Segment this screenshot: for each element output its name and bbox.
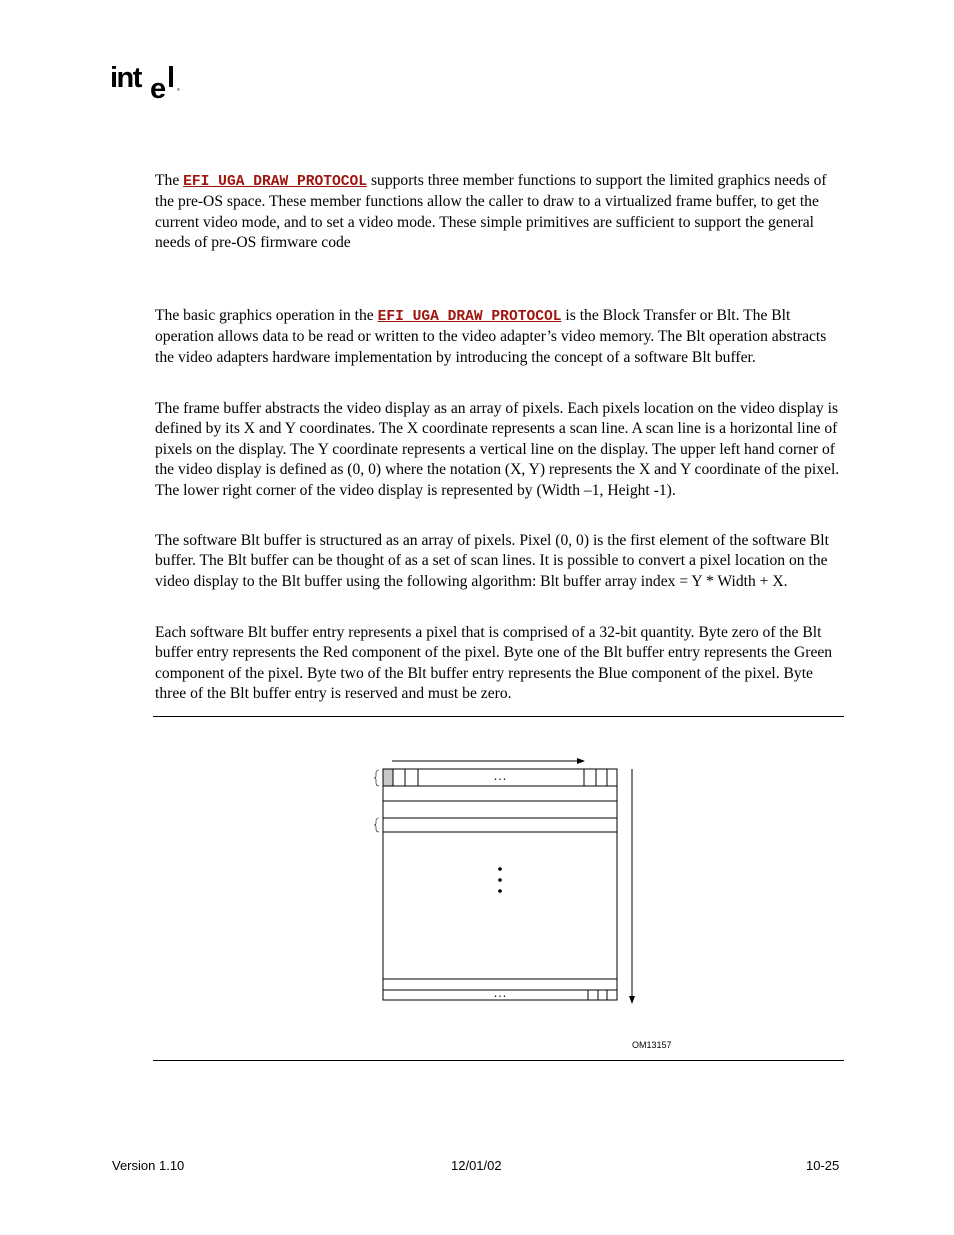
blt-paragraph-4 <box>155 623 845 705</box>
blt-p2-text: The frame buffer abstracts the video display as an array of pixels. Each pixels location on the video display is defined by its X and Y coordinates. The X coordinate represents a scan line. A scan line is a horizontal line of pixels on the display. The Y coordinate represents a vertical line on the display. The upper left hand corner of the video display is defined as (0, 0) where the notation (X, Y) represents the X and Y coordinate of the pixel. The lower right corner of the video display is represented by (Width –1, Height -1). <box>155 400 840 499</box>
blt-buffer-diagram <box>360 750 660 1015</box>
last-row-ellipsis: • • • <box>493 994 507 1000</box>
blt-p3-text: The software Blt buffer is structured as an array of pixels. Pixel (0, 0) is the first element of the software Blt buffer. The Blt buffer can be thought of as a set of scan lines. It is possible to convert a pixel location on the video display to the Blt buffer using the following algorithm: Blt buffer array index = Y * Width + X. <box>155 532 829 590</box>
vertical-ellipsis-dot <box>498 889 502 893</box>
footer-date: 12/01/02 <box>451 1158 502 1173</box>
figure-id: OM13157 <box>632 1040 672 1050</box>
protocol-name-link-2[interactable]: EFI_UGA_DRAW_PROTOCOL <box>377 309 562 325</box>
intel-logo <box>110 60 190 104</box>
scan-line-brace <box>374 818 379 832</box>
protocol-name-link[interactable]: EFI_UGA_DRAW_PROTOCOL <box>183 174 368 190</box>
blt-paragraph-2 <box>155 399 845 501</box>
svg-text:int: int <box>110 62 141 94</box>
vertical-ellipsis-dot <box>498 878 502 882</box>
footer-page-number: 10-25 <box>806 1158 840 1173</box>
intro-text-start: The <box>155 172 184 189</box>
svg-text:®: ® <box>177 87 180 92</box>
blt-p1-start: The basic graphics operation in the <box>155 307 378 324</box>
blt-buffer-outline <box>383 769 617 1000</box>
blt-p1-end: is the Block Transfer or Blt. The Blt operation allows data to be read or written to the video adapter’s video memory. The Blt operation abstracts the video adapters hardware implementation by introducing the concept of a software Blt buffer. <box>155 307 827 366</box>
svg-text:e: e <box>150 73 166 104</box>
svg-text:l: l <box>167 62 176 94</box>
intro-paragraph <box>155 171 845 254</box>
intro-text-end: supports three member functions to support the limited graphics needs of the pre-OS space. These member functions allow the caller to draw to a virtualized frame buffer, to get the current video mode, and to set a video mode. These simple primitives are sufficient to support the general needs of pre-OS firmware code <box>155 172 827 252</box>
figure-bottom-rule <box>153 1060 844 1061</box>
pixel-0-0 <box>383 769 393 786</box>
blt-paragraph-1 <box>155 306 845 368</box>
pixel-brace <box>374 770 379 786</box>
figure-top-rule <box>153 716 844 717</box>
blt-p4-text: Each software Blt buffer entry represents a pixel that is comprised of a 32-bit quantity. Byte zero of the Blt buffer entry represents the Red component of the pixel. Byte one of the Blt buffer entry represents the Green component of the pixel. Byte two of the Blt buffer entry represents the Blue component of the pixel. Byte three of the Blt buffer entry is reserved and must be zero. <box>155 624 833 703</box>
footer-version: Version 1.10 <box>112 1158 185 1173</box>
blt-paragraph-3 <box>155 531 845 592</box>
vertical-ellipsis-dot <box>498 867 502 871</box>
first-row-ellipsis: • • • <box>493 777 507 783</box>
